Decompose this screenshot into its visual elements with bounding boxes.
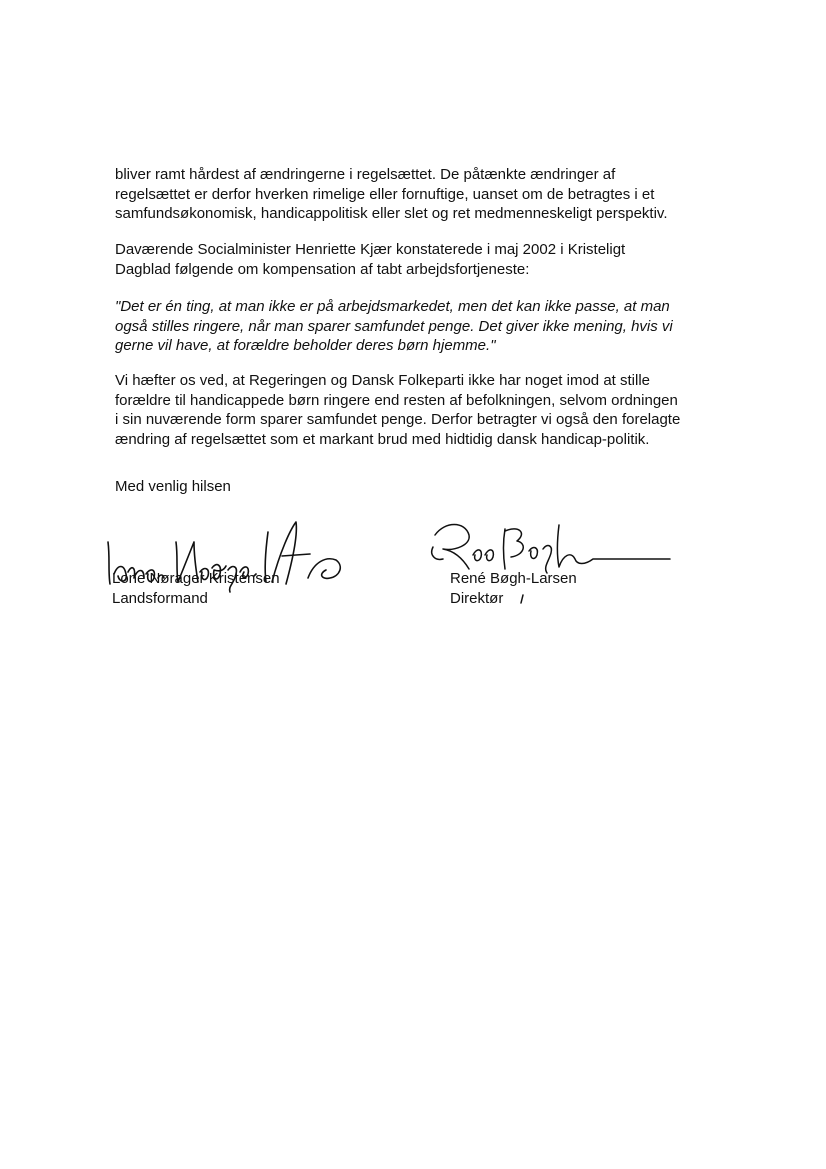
- body-paragraph-minister-statement: [115, 240, 735, 279]
- quote-line: gerne vil have, at forældre beholder deres børn hjemme.": [115, 337, 496, 354]
- body-paragraph-consequences: [115, 165, 735, 224]
- text-line: ændring af regelsættet som et markant brud med hidtidig dansk handicap-politik.: [115, 430, 650, 448]
- signatory-name: Lone Nørager Kristensen: [112, 570, 280, 587]
- signatory-title: Direktør: [450, 590, 504, 607]
- quote-paragraph: [115, 297, 735, 356]
- text-line: Dagblad følgende om kompensation af tabt arbejdsfortjeneste:: [115, 260, 530, 278]
- text-line: Vi hæfter os ved, at Regeringen og Dansk Folkeparti ikke har noget imod at stille: [115, 372, 651, 389]
- signatory-left: [112, 569, 280, 609]
- text-line: i sin nuværende form sparer samfundet penge. Derfor betragter vi også den forelagte: [115, 411, 681, 428]
- text-line: samfundsøkonomisk, handicappolitisk eller slet og ret medmenneskeligt perspektiv.: [115, 205, 668, 222]
- text-line: Daværende Socialminister Henriette Kjær konstaterede i maj 2002 i Kristeligt: [115, 241, 626, 258]
- signatory-title: Landsformand: [112, 590, 208, 607]
- signatory-right: [450, 569, 577, 609]
- signatory-name: René Bøgh-Larsen: [450, 570, 577, 587]
- body-paragraph-conclusion: [115, 371, 735, 449]
- text-line: regelsættet er derfor hverken rimelige eller fornuftige, uanset om de betragtes i et: [115, 185, 655, 203]
- quote-line: "Det er én ting, at man ikke er på arbejdsmarkedet, men det kan ikke passe, at man: [115, 298, 670, 315]
- text-line: bliver ramt hårdest af ændringerne i regelsættet. De påtænkte ændringer af: [115, 166, 616, 183]
- text-line: forældre til handicappede børn ringere end resten af befolkningen, selvom ordningen: [115, 391, 678, 409]
- quote-line: også stilles ringere, når man sparer samfundet penge. Det giver ikke mening, hvis vi: [115, 317, 673, 335]
- closing-salutation: Med venlig hilsen: [115, 478, 231, 495]
